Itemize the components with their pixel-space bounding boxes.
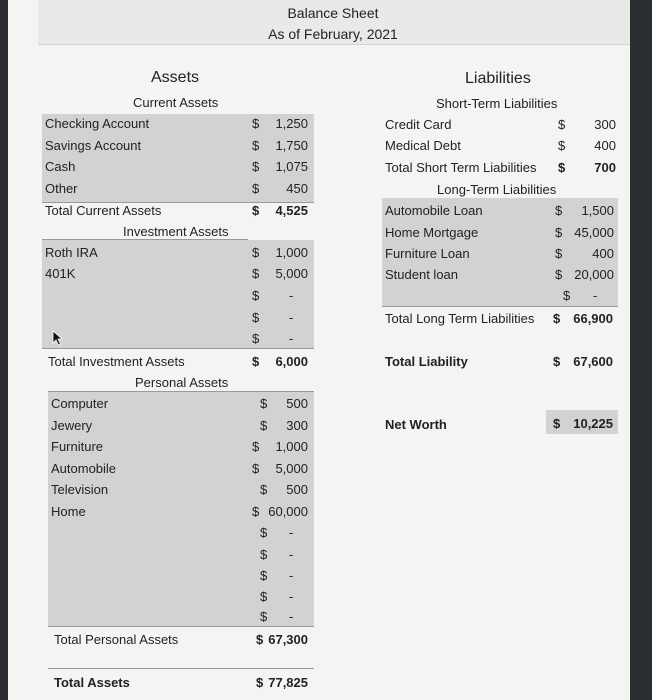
currency-symbol: $ [555,225,563,240]
long-term-liability-label: Home Mortgage [385,225,479,240]
long-term-liability-amount: 1,500 [581,203,614,218]
currency-symbol: $ [252,439,260,454]
current-asset-label: Checking Account [45,116,150,131]
currency-symbol: $ [260,482,268,497]
currency-symbol: $ [252,203,260,218]
personal-asset-label: Home [51,504,86,519]
currency-symbol: $ [555,267,563,282]
currency-symbol: $ [260,396,268,411]
balance-sheet [8,0,630,700]
total-long-term-amount: 66,900 [573,311,613,326]
divider [382,306,618,307]
personal-assets-heading: Personal Assets [135,375,229,390]
currency-symbol: $ [252,245,260,260]
current-asset-label: Other [45,181,78,196]
long-term-liability-amount: 20,000 [574,267,614,282]
investment-assets-heading: Investment Assets [123,224,229,239]
currency-symbol: $ [252,288,260,303]
current-asset-amount: 450 [286,181,308,196]
currency-symbol: $ [260,547,268,562]
investment-asset-amount: 5,000 [275,266,308,281]
sheet-date: As of February, 2021 [268,26,398,42]
long-term-liability-label: Furniture Loan [385,246,470,261]
mouse-pointer-icon [52,330,64,346]
short-term-liability-label: Credit Card [385,117,452,132]
total-assets-amount: 77,825 [268,675,308,690]
current-asset-label: Cash [45,159,76,174]
currency-symbol: $ [252,138,260,153]
assets-heading: Assets [151,69,200,86]
total-short-term-amount: 700 [594,160,616,175]
total-personal-assets-amount: 67,300 [268,632,308,647]
investment-asset-label: Roth IRA [45,245,98,260]
currency-symbol: $ [252,159,260,174]
short-term-liability-amount: 300 [594,117,616,132]
empty-amount-dash: - [289,568,294,583]
current-asset-label: Savings Account [45,138,142,153]
currency-symbol: $ [563,288,571,303]
total-investment-assets-amount: 6,000 [275,354,308,369]
personal-asset-label: Television [51,482,109,497]
short-term-liabilities-heading: Short-Term Liabilities [436,96,558,111]
total-liability-amount: 67,600 [573,354,613,369]
empty-amount-dash: - [289,331,294,346]
long-term-liability-amount: 45,000 [574,225,614,240]
net-worth-label: Net Worth [385,417,447,432]
personal-asset-amount: 1,000 [275,439,308,454]
personal-asset-label: Furniture [51,439,104,454]
current-asset-amount: 1,750 [275,138,308,153]
personal-asset-amount: 5,000 [275,461,308,476]
total-personal-assets-label: Total Personal Assets [54,632,179,647]
currency-symbol: $ [260,589,268,604]
personal-asset-amount: 300 [286,418,308,433]
total-current-assets-label: Total Current Assets [45,203,162,218]
total-liability-label: Total Liability [385,354,468,369]
currency-symbol: $ [260,418,268,433]
currency-symbol: $ [252,461,260,476]
currency-symbol: $ [555,246,563,261]
currency-symbol: $ [256,675,264,690]
currency-symbol: $ [555,203,563,218]
personal-asset-label: Jewery [51,418,93,433]
total-short-term-label: Total Short Term Liabilities [385,160,537,175]
short-term-liability-amount: 400 [594,138,616,153]
total-current-assets-amount: 4,525 [275,203,308,218]
currency-symbol: $ [558,160,566,175]
total-assets-label: Total Assets [54,675,130,690]
personal-asset-amount: 500 [286,482,308,497]
empty-amount-dash: - [289,547,294,562]
personal-asset-label: Automobile [51,461,117,476]
current-asset-amount: 1,075 [275,159,308,174]
total-investment-assets-label: Total Investment Assets [48,354,185,369]
currency-symbol: $ [252,116,260,131]
total-long-term-label: Total Long Term Liabilities [385,311,535,326]
divider [42,348,314,349]
currency-symbol: $ [553,311,561,326]
empty-amount-dash: - [289,525,294,540]
currency-symbol: $ [256,632,264,647]
personal-asset-label: Computer [51,396,109,411]
current-asset-amount: 1,250 [275,116,308,131]
currency-symbol: $ [260,568,268,583]
currency-symbol: $ [553,354,561,369]
current-assets-heading: Current Assets [133,95,219,110]
long-term-liability-amount: 400 [592,246,614,261]
currency-symbol: $ [558,138,566,153]
empty-amount-dash: - [289,310,294,325]
currency-symbol: $ [260,525,268,540]
currency-symbol: $ [260,609,268,624]
long-term-liability-label: Student loan [385,267,459,282]
empty-amount-dash: - [289,609,294,624]
currency-symbol: $ [252,331,260,346]
currency-symbol: $ [558,117,566,132]
liabilities-heading: Liabilities [465,70,531,87]
currency-symbol: $ [553,416,561,431]
long-term-liabilities-heading: Long-Term Liabilities [437,182,557,197]
empty-amount-dash: - [289,288,294,303]
investment-asset-label: 401K [45,266,76,281]
currency-symbol: $ [252,310,260,325]
sheet-title: Balance Sheet [287,5,379,21]
empty-amount-dash: - [593,288,598,303]
long-term-liability-label: Automobile Loan [385,203,483,218]
empty-amount-dash: - [289,589,294,604]
currency-symbol: $ [252,181,260,196]
net-worth-amount: 10,225 [573,416,613,431]
personal-asset-amount: 60,000 [268,504,308,519]
investment-asset-amount: 1,000 [275,245,308,260]
divider [48,626,314,627]
currency-symbol: $ [252,266,260,281]
personal-asset-amount: 500 [286,396,308,411]
divider [48,668,314,669]
short-term-liability-label: Medical Debt [385,138,461,153]
currency-symbol: $ [252,504,260,519]
currency-symbol: $ [252,354,260,369]
